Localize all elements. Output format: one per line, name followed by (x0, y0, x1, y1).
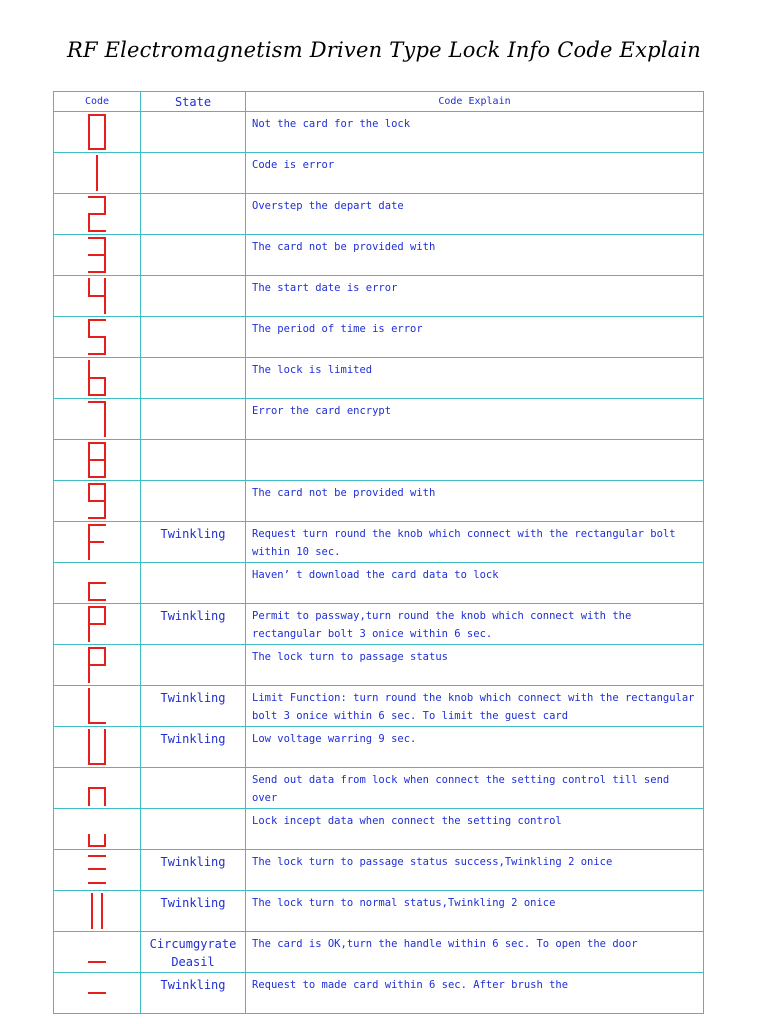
glyph-stroke (89, 443, 105, 477)
state-cell (141, 194, 246, 235)
state-cell: Circumgyrate Deasil (141, 932, 246, 973)
code-cell (54, 932, 141, 973)
code-cell (54, 481, 141, 522)
seven-segment-glyph (86, 112, 108, 152)
explain-cell: The lock turn to passage status (246, 645, 704, 686)
seven-segment-glyph (86, 399, 108, 439)
state-cell: Twinkling (141, 727, 246, 768)
explain-cell: The card is OK,turn the handle within 6 sec. To open the door (246, 932, 704, 973)
table-row (54, 645, 704, 686)
explain-cell: The lock turn to passage status success,Twinkling 2 onice (246, 850, 704, 891)
table-row (54, 358, 704, 399)
glyph-stroke (89, 730, 105, 764)
explain-cell: The lock turn to normal status,Twinkling 2 onice (246, 891, 704, 932)
table-row (54, 604, 704, 645)
explain-cell: Request turn round the knob which connect with the rectangular bolt within 10 sec. (246, 522, 704, 563)
code-cell (54, 973, 141, 1014)
state-cell (141, 645, 246, 686)
state-cell: Twinkling (141, 522, 246, 563)
glyph-stroke (89, 238, 105, 272)
explain-column-header: Code Explain (246, 92, 704, 112)
glyph-stroke (89, 525, 105, 559)
table-row (54, 727, 704, 768)
seven-segment-glyph (86, 317, 108, 357)
code-cell (54, 522, 141, 563)
state-cell: Twinkling (141, 891, 246, 932)
seven-segment-glyph (86, 358, 108, 398)
glyph-stroke (89, 856, 105, 883)
glyph-stroke (89, 279, 105, 313)
code-cell (54, 235, 141, 276)
explain-cell: The card not be provided with (246, 481, 704, 522)
explain-cell: Send out data from lock when connect the setting control till send over (246, 768, 704, 809)
table-row (54, 235, 704, 276)
code-cell (54, 645, 141, 686)
seven-segment-glyph (86, 604, 108, 644)
seven-segment-glyph (86, 932, 108, 972)
glyph-stroke (89, 788, 105, 805)
glyph-stroke (89, 689, 105, 723)
explain-cell: Permit to passway,turn round the knob which connect with the rectangular bolt 3 onice within 6 sec. (246, 604, 704, 645)
seven-segment-glyph (86, 153, 108, 193)
glyph-stroke (89, 607, 105, 641)
seven-segment-glyph (86, 276, 108, 316)
seven-segment-glyph (86, 440, 108, 480)
explain-cell: The period of time is error (246, 317, 704, 358)
code-cell (54, 768, 141, 809)
table-row (54, 932, 704, 973)
explain-cell: Error the card encrypt (246, 399, 704, 440)
state-cell: Twinkling (141, 850, 246, 891)
state-cell (141, 112, 246, 153)
code-cell (54, 891, 141, 932)
table-row (54, 399, 704, 440)
table-row (54, 440, 704, 481)
state-cell (141, 440, 246, 481)
code-cell (54, 153, 141, 194)
table-row (54, 481, 704, 522)
glyph-stroke (89, 115, 105, 149)
table-row (54, 563, 704, 604)
seven-segment-glyph (86, 686, 108, 726)
code-cell (54, 317, 141, 358)
table-row (54, 768, 704, 809)
explain-cell: Request to made card within 6 sec. After brush the (246, 973, 704, 1014)
state-cell: Twinkling (141, 973, 246, 1014)
explain-cell: The lock is limited (246, 358, 704, 399)
seven-segment-glyph (86, 194, 108, 234)
explain-cell: The start date is error (246, 276, 704, 317)
table-row (54, 850, 704, 891)
code-cell (54, 194, 141, 235)
code-cell (54, 686, 141, 727)
explain-cell (246, 440, 704, 481)
explain-cell: Code is error (246, 153, 704, 194)
state-cell (141, 317, 246, 358)
seven-segment-glyph (86, 891, 108, 931)
explain-cell: Overstep the depart date (246, 194, 704, 235)
explain-cell: Haven’ t download the card data to lock (246, 563, 704, 604)
table-row (54, 317, 704, 358)
table-row (54, 522, 704, 563)
code-cell (54, 276, 141, 317)
code-cell (54, 440, 141, 481)
explain-cell: The card not be provided with (246, 235, 704, 276)
explain-cell: Lock incept data when connect the setting control (246, 809, 704, 850)
page-title: RF Electromagnetism Driven Type Lock Info Code Explain (66, 38, 702, 62)
seven-segment-glyph (86, 768, 108, 808)
table-row (54, 153, 704, 194)
state-column-header: State (141, 92, 246, 112)
code-cell (54, 563, 141, 604)
state-cell (141, 276, 246, 317)
seven-segment-glyph (86, 235, 108, 275)
code-cell (54, 809, 141, 850)
state-cell (141, 358, 246, 399)
glyph-stroke (89, 320, 105, 354)
glyph-stroke (89, 648, 105, 682)
glyph-stroke (89, 835, 105, 846)
seven-segment-glyph (86, 563, 108, 603)
glyph-stroke (89, 402, 105, 436)
glyph-stroke (89, 484, 105, 518)
code-cell (54, 112, 141, 153)
code-table (53, 91, 704, 1014)
state-cell (141, 235, 246, 276)
table-row (54, 809, 704, 850)
table-row (54, 112, 704, 153)
glyph-stroke (89, 583, 105, 600)
state-cell (141, 481, 246, 522)
table-row (54, 973, 704, 1014)
glyph-stroke (92, 894, 102, 928)
code-column-header: Code (54, 92, 141, 112)
state-cell (141, 399, 246, 440)
table-row (54, 891, 704, 932)
seven-segment-glyph (86, 522, 108, 562)
table-row (54, 194, 704, 235)
glyph-stroke (89, 361, 105, 395)
state-cell (141, 768, 246, 809)
state-cell (141, 809, 246, 850)
seven-segment-glyph (86, 973, 108, 1013)
seven-segment-glyph (86, 645, 108, 685)
state-cell: Twinkling (141, 604, 246, 645)
seven-segment-glyph (86, 727, 108, 767)
code-cell (54, 399, 141, 440)
code-cell (54, 727, 141, 768)
seven-segment-glyph (86, 481, 108, 521)
table-row (54, 276, 704, 317)
code-cell (54, 604, 141, 645)
state-cell: Twinkling (141, 686, 246, 727)
code-cell (54, 850, 141, 891)
seven-segment-glyph (86, 850, 108, 890)
table-header-row (54, 92, 704, 112)
explain-cell: Low voltage warring 9 sec. (246, 727, 704, 768)
state-cell (141, 153, 246, 194)
glyph-stroke (89, 197, 105, 231)
code-cell (54, 358, 141, 399)
seven-segment-glyph (86, 809, 108, 849)
explain-cell: Limit Function: turn round the knob which connect with the rectangular bolt 3 onice within 6 sec. To limit the guest card (246, 686, 704, 727)
explain-cell: Not the card for the lock (246, 112, 704, 153)
state-cell (141, 563, 246, 604)
table-row (54, 686, 704, 727)
